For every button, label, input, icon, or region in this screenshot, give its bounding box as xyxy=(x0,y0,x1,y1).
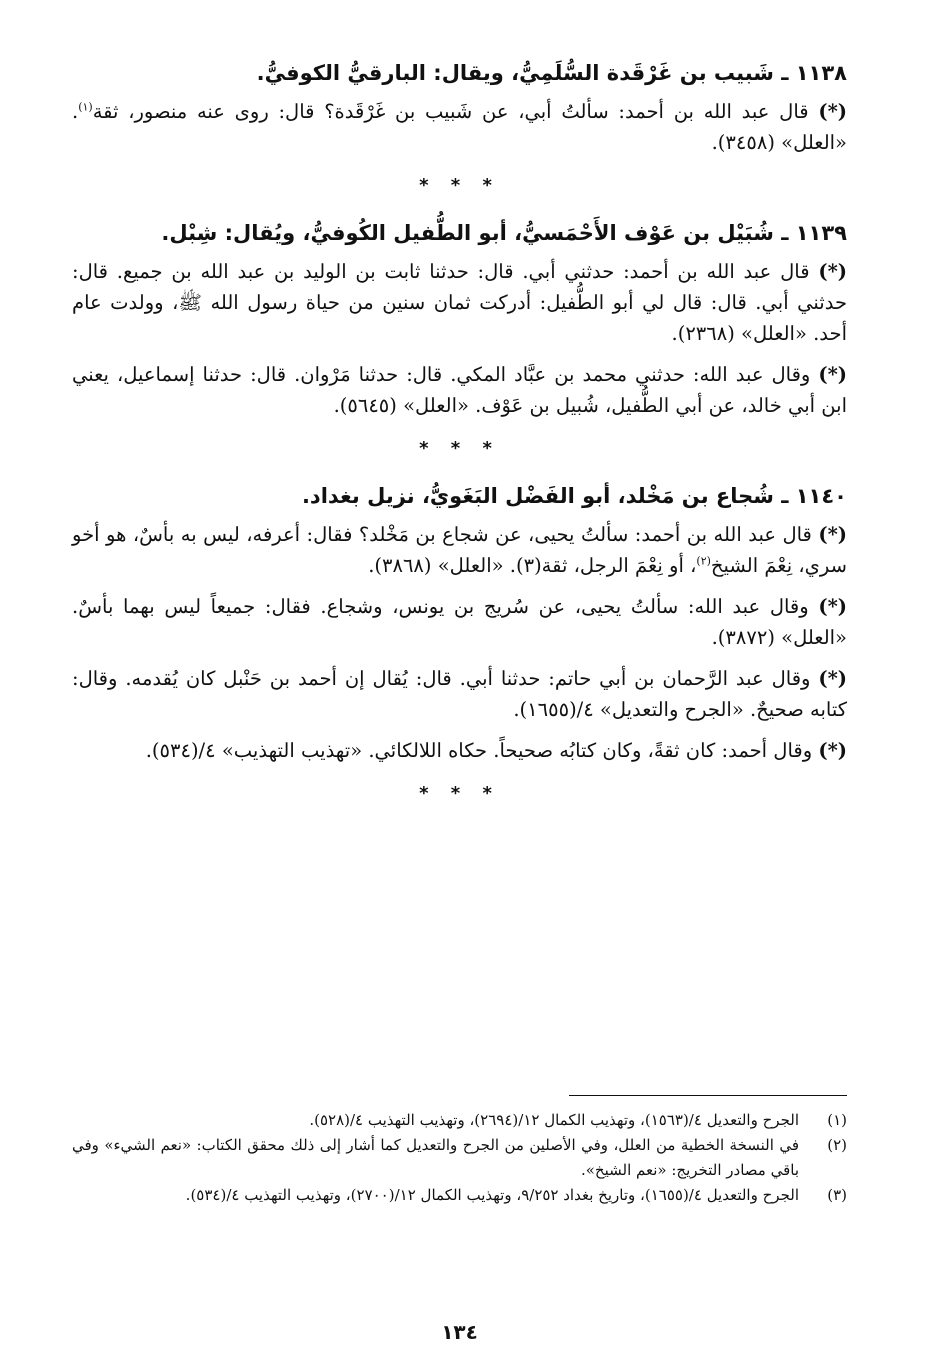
entry-1138 xyxy=(72,58,847,158)
asterisk-marker: (*) xyxy=(818,595,848,618)
entry-1139 xyxy=(72,218,847,421)
entry-paragraph xyxy=(72,519,847,581)
asterisk-marker: (*) xyxy=(818,363,847,386)
footnote-text: في النسخة الخطية من العلل، وفي الأصلين من الجرح والتعديل كما أشار إلى ذلك محقق الكتاب: «نعم الشيء» وفي باقي مصادر التخريج: «نعم الشيخ». xyxy=(72,1136,799,1179)
entry-paragraph xyxy=(72,359,847,421)
paragraph-tail: . «العلل» (٣٤٥٨). xyxy=(72,100,847,154)
footnote-number: (٢) xyxy=(827,1136,847,1154)
section-separator: * * * xyxy=(419,438,500,459)
entry-paragraph xyxy=(72,591,847,653)
paragraph-text: وقال عبد الرَّحمان بن أبي حاتم: حدثنا أبي. قال: يُقال إن أحمد بن حَنْبل كان يُقدمه. وقال: كتابه صحيحٌ. «الجرح والتعديل» ٤/(١٦٥٥). xyxy=(72,667,847,721)
entry-heading: ١١٣٩ ـ شُبَيْل بن عَوْف الأَحْمَسيُّ، أبو الطُّفيل الكُوفيُّ، ويُقال: شِبْل. xyxy=(161,221,847,245)
section-separator: * * * xyxy=(419,783,500,804)
footnote-number: (١) xyxy=(827,1111,847,1129)
paragraph-text: وقال عبد الله: سألتُ يحيى، عن سُريج بن يونس، وشجاع. فقال: جميعاً ليس بهما بأسٌ. «العلل» (٣٨٧٢). xyxy=(72,595,847,649)
book-page xyxy=(72,58,847,1348)
entry-paragraph xyxy=(72,663,847,725)
asterisk-marker: (*) xyxy=(818,523,848,546)
asterisk-marker: (*) xyxy=(818,739,847,762)
entry-heading: ١١٣٨ ـ شَبيب بن غَرْقَدة السُّلَمِيُّ، ويقال: البارقيُّ الكوفيُّ. xyxy=(256,61,847,85)
footnote-ref: (١) xyxy=(78,100,93,114)
footnote-item xyxy=(72,1183,847,1208)
entry-paragraph xyxy=(72,96,847,158)
paragraph-text: قال عبد الله بن أحمد: سألتُ أبي، عن شَبيب بن غَرْقَدة؟ قال: روى عنه منصور، ثقة xyxy=(92,100,809,123)
entry-1140 xyxy=(72,481,847,766)
paragraph-text: وقال عبد الله: حدثني محمد بن عبَّاد المكي. قال: حدثنا مَرْوان. قال: حدثنا إسماعيل، يعني ابن أبي خالد، عن أبي الطُّفيل، شُبيل بن عَوْف. «العلل» (٥٦٤٥). xyxy=(72,363,847,417)
paragraph-text: قال عبد الله بن أحمد: سألتُ يحيى، عن شجاع بن مَخْلد؟ فقال: أعرفه، ليس به بأسٌ، هو أخو سري، نِعْمَ الشيخ xyxy=(72,523,847,577)
entry-paragraph xyxy=(72,735,847,766)
asterisk-marker: (*) xyxy=(818,100,847,123)
entry-heading: ١١٤٠ ـ شُجاع بن مَخْلد، أبو الفَضْل البَغَويُّ، نزيل بغداد. xyxy=(301,484,847,508)
section-separator: * * * xyxy=(419,175,500,196)
asterisk-marker: (*) xyxy=(818,260,847,283)
page-number: ١٣٤ xyxy=(441,1320,478,1344)
footnote-divider xyxy=(569,1095,847,1096)
footnote-text: الجرح والتعديل ٤/(١٦٥٥)، وتاريخ بغداد ٩/٢٥٢، وتهذيب الكمال ١٢/(٢٧٠٠)، وتهذيب التهذيب ٤/(٥٣٤). xyxy=(185,1186,799,1204)
footnote-text: الجرح والتعديل ٤/(١٥٦٣)، وتهذيب الكمال ١٢/(٢٦٩٤)، وتهذيب التهذيب ٤/(٥٢٨). xyxy=(309,1111,799,1129)
paragraph-text: قال عبد الله بن أحمد: حدثني أبي. قال: حدثنا ثابت بن الوليد بن عبد الله بن جميع. قال: حدثني أبي. قال: قال لي أبو الطُّفيل: أدركت ثمان سنين من حياة رسول الله ﷺ، وولدت عام أحد. «العلل» (٢٣٦٨). xyxy=(72,260,847,345)
footnote-ref: (٢) xyxy=(696,554,711,568)
footnote-number: (٣) xyxy=(827,1186,847,1204)
footnotes xyxy=(72,1108,847,1208)
entry-paragraph xyxy=(72,256,847,349)
footnote-item xyxy=(72,1133,847,1183)
paragraph-tail: ، أو نِعْمَ الرجل، ثقة(٣). «العلل» (٣٨٦٨). xyxy=(368,554,697,577)
paragraph-text: وقال أحمد: كان ثقةً، وكان كتابُه صحيحاً. حكاه اللالكائي. «تهذيب التهذيب» ٤/(٥٣٤). xyxy=(145,739,813,762)
footnote-item xyxy=(72,1108,847,1133)
asterisk-marker: (*) xyxy=(818,667,847,690)
